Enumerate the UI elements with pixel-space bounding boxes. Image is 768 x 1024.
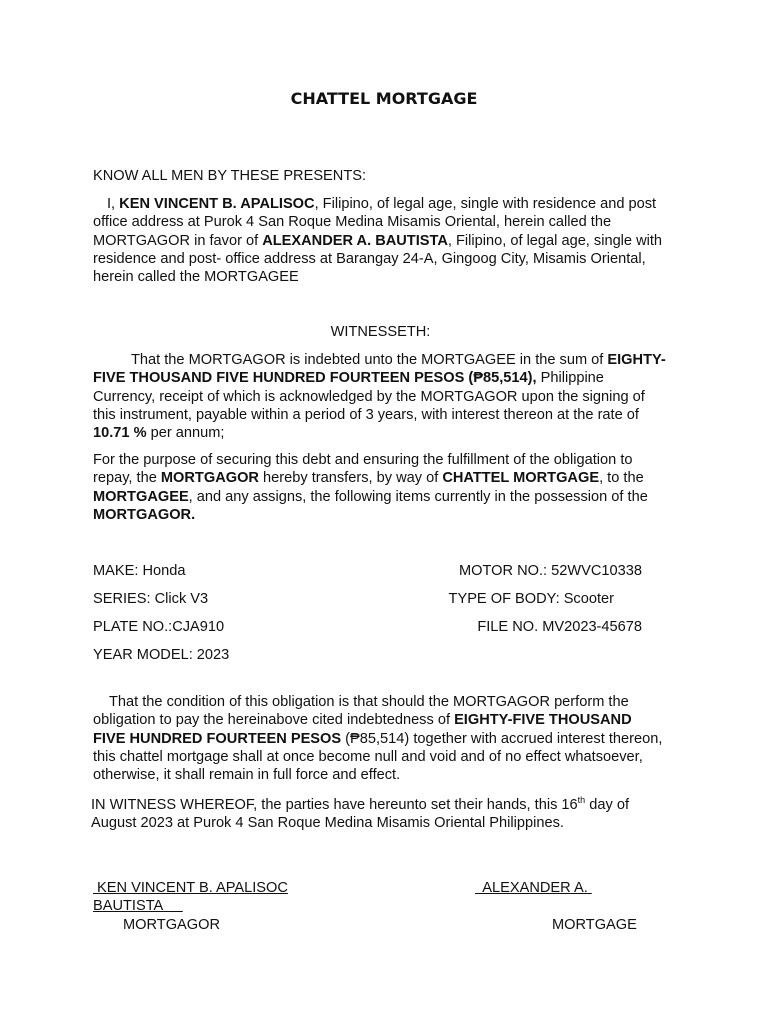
p5-text1: IN WITNESS WHEREOF, the parties have hereunto set their hands, this 16 (91, 797, 578, 813)
vehicle-make: MAKE: Honda (93, 563, 186, 579)
p3-mortgagee: MORTGAGEE (93, 488, 189, 505)
mortgagor-name: KEN VINCENT B. APALISOC (119, 196, 315, 212)
vehicle-series: SERIES: Click V3 (93, 591, 209, 607)
vehicle-row-3 (93, 618, 642, 636)
p4-amount-words: EIGHTY-FIVE THOUSAND FIVE HUNDRED FOURTEEN PESOS (93, 712, 632, 747)
mortgagee-name-continued: BAUTISTA (93, 898, 183, 914)
vehicle-file-no: FILE NO. MV2023-45678 (477, 619, 642, 635)
vehicle-row-2 (93, 590, 642, 608)
vehicle-row-4 (93, 646, 642, 664)
mortgagee-role: MORTGAGE (552, 917, 637, 933)
mortgagor-role: MORTGAGOR (123, 917, 221, 933)
p3-text4: , and any assigns, the following items currently in the possession of the (188, 488, 648, 505)
vehicle-row-1 (93, 562, 642, 580)
p1-text2: , Filipino, of legal age, single with residence and post- office address at Barangay 24-A, Gingoog City, Misamis Oriental, herein called the MORTGAGEE (93, 232, 663, 286)
vehicle-motor-no: MOTOR NO.: 52WVC10338 (458, 563, 642, 579)
p2-text1: That the MORTGAGOR is indebted unto the MORTGAGEE in the sum of (131, 352, 608, 368)
witness-paragraph (91, 796, 671, 833)
p3-chattel: CHATTEL MORTGAGE (442, 470, 600, 487)
salutation: KNOW ALL MEN BY THESE PRESENTS: (93, 168, 367, 184)
p4-text1: That the condition of this obligation is that should the MORTGAGOR perform the obligation to pay the hereinabove cited indebtedness of (93, 694, 629, 729)
amount-words: EIGHTY-FIVE THOUSAND FIVE HUNDRED FOURTEEN PESOS (₱85,514), (93, 352, 666, 387)
mortgagee-name: ALEXANDER A. BAUTISTA (262, 232, 448, 249)
p5-sup: th (577, 795, 586, 806)
interest-rate: 10.71 % (93, 425, 147, 442)
vehicle-year-model: YEAR MODEL: 2023 (93, 647, 230, 663)
p3-mortgagor-end: MORTGAGOR. (93, 506, 196, 523)
p5-text2: day of August 2023 at Purok 4 San Roque Medina Misamis Oriental Philippines. (91, 797, 629, 832)
p1-text1: , Filipino, of legal age, single with residence and post office address at Purok 4 San Roque Medina Misamis Oriental, herein called the MORTGAGOR in favor of (93, 196, 657, 249)
mortgagor-signature-name: KEN VINCENT B. APALISOC (93, 880, 288, 896)
p3-text3: , to the (599, 470, 644, 487)
p2-text2: Philippine Currency, receipt of which is acknowledged by the MORTGAGOR upon the signing of this instrument, payable within a period of 3 years, with interest thereon at the rate of (93, 370, 645, 423)
witnesseth-heading: WITNESSETH: (330, 324, 431, 340)
p3-text2: hereby transfers, by way of (258, 470, 443, 487)
parties-paragraph (93, 195, 668, 286)
p3-mortgagor: MORTGAGOR (160, 470, 259, 487)
condition-paragraph (93, 693, 668, 784)
vehicle-type-of-body: TYPE OF BODY: Scooter (448, 591, 614, 607)
vehicle-plate-no: PLATE NO.:CJA910 (93, 619, 225, 635)
p4-text2: (₱85,514) together with accrued interest thereon, this chattel mortgage shall at once become null and void and of no effect whatsoever, otherwise, it shall remain in full force and effect. (93, 730, 663, 784)
debt-paragraph (93, 351, 668, 442)
document-title: CHATTEL MORTGAGE (290, 89, 478, 108)
p1-prefix: I, (107, 196, 120, 212)
purpose-paragraph (93, 451, 668, 524)
p2-text3: per annum; (146, 425, 225, 442)
p3-text1: For the purpose of securing this debt and ensuring the fulfillment of the obligation to repay, the (93, 452, 633, 487)
mortgagee-signature-name: ALEXANDER A. (475, 880, 592, 896)
